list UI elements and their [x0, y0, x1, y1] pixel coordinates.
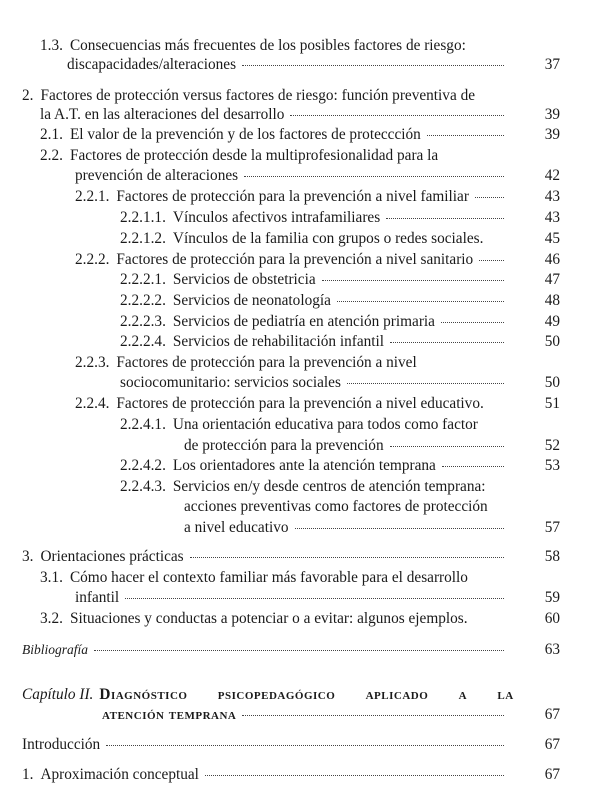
toc-entry-2-2-2-4: [120, 332, 510, 351]
entry-title: Bibliografía: [22, 642, 89, 657]
entry-number: 3.1.: [40, 569, 63, 586]
entry-title: Vínculos afectivos intrafamiliares: [172, 209, 381, 226]
page-number: 60: [544, 610, 560, 627]
toc-entry-2-line1: [22, 86, 510, 105]
toc-entry-bibliografia: [22, 640, 510, 659]
toc-chapter-2-line2: [102, 705, 510, 724]
entry-title: Factores de protección para la prevención a nivel familiar: [116, 188, 469, 205]
toc-entry-3-1-line1: [40, 568, 510, 587]
toc-entry-introduccion: [22, 735, 510, 754]
toc-entry-2-2-1: [75, 187, 510, 206]
dot-leader: [242, 65, 504, 66]
toc-entry-2-2-2-2: [120, 291, 510, 310]
page-number: 53: [544, 457, 560, 474]
toc-entry-1: [22, 765, 510, 784]
chapter-title-cont: atención temprana: [102, 706, 237, 723]
toc-entry-2-2-2: [75, 250, 510, 269]
toc-entry-2-2-4-2: [120, 456, 510, 475]
entry-title-cont: a nivel educativo: [184, 519, 289, 536]
entry-title-cont: acciones preventivas como factores de protección: [184, 498, 488, 515]
page-number: 52: [544, 437, 560, 454]
entry-title: Los orientadores ante la atención temprana: [172, 457, 436, 474]
toc-entry-3-1-line2: [75, 588, 510, 607]
chapter-label: Capítulo II.: [22, 686, 94, 703]
dot-leader: [125, 598, 504, 599]
page-number: 46: [544, 251, 560, 268]
entry-title: El valor de la prevención y de los factores de proteccción: [69, 126, 421, 143]
entry-title: Servicios de obstetricia: [172, 271, 316, 288]
dot-leader: [190, 557, 504, 558]
dot-leader: [244, 176, 504, 177]
entry-number: 2.2.4.: [75, 395, 110, 412]
entry-title-cont: prevención de alteraciones: [75, 167, 239, 184]
entry-title-cont: de protección para la prevención: [184, 437, 384, 454]
entry-title: Aproximación conceptual: [40, 766, 199, 783]
entry-number: 2.2.2.1.: [120, 271, 166, 288]
page-number: 67: [544, 766, 560, 783]
page-number: 48: [544, 292, 560, 309]
entry-number: 2.: [22, 87, 34, 104]
dot-leader: [347, 383, 504, 384]
dot-leader: [441, 322, 504, 323]
entry-number: 2.2.: [40, 147, 63, 164]
entry-number: 2.2.2.3.: [120, 313, 166, 330]
page-number: 63: [544, 641, 560, 658]
entry-number: 1.3.: [40, 37, 63, 54]
entry-title: Cómo hacer el contexto familiar más favorable para el desarrollo: [69, 569, 468, 586]
dot-leader: [442, 466, 504, 467]
dot-leader: [386, 218, 504, 219]
toc-entry-2-2-4-3-line3: [184, 518, 510, 537]
entry-title: Factores de protección para la prevención a nivel: [116, 354, 417, 371]
toc-entry-1-3-line1: [40, 36, 510, 55]
page-number: 67: [544, 706, 560, 723]
entry-number: 2.1.: [40, 126, 63, 143]
entry-title: Servicios de rehabilitación infantil: [172, 333, 385, 350]
toc-entry-2-2-4-3-line1: [120, 477, 510, 496]
entry-number: 3.2.: [40, 610, 63, 627]
entry-title: Una orientación educativa para todos como factor: [172, 416, 478, 433]
entry-title: Factores de protección para la prevención a nivel sanitario: [116, 251, 474, 268]
entry-number: 2.2.1.2.: [120, 230, 166, 247]
toc-entry-2-2-3-line2: [120, 373, 510, 392]
page-number: 58: [544, 548, 560, 565]
page-number: 43: [544, 209, 560, 226]
toc-entry-2-2-1-2: [120, 229, 510, 248]
dot-leader: [322, 280, 504, 281]
page-number: 49: [544, 313, 560, 330]
entry-title-cont: discapacidades/alteraciones: [67, 56, 237, 73]
toc-entry-2-2-3-line1: [75, 353, 510, 372]
entry-title-cont: infantil: [75, 589, 120, 606]
toc-entry-2-1: [40, 125, 510, 144]
entry-title: Situaciones y conductas a potenciar o a evitar: algunos ejemplos.: [69, 610, 468, 627]
dot-leader: [290, 115, 504, 116]
entry-number: 3.: [22, 548, 34, 565]
dot-leader: [205, 775, 504, 776]
page-number: 50: [544, 374, 560, 391]
entry-number: 2.2.4.3.: [120, 478, 166, 495]
dot-leader: [427, 135, 504, 136]
page-number: 50: [544, 333, 560, 350]
chapter-title: Diagnóstico psicopedagógico aplicado a la: [99, 686, 514, 703]
page-number: 59: [544, 589, 560, 606]
entry-title: Orientaciones prácticas: [40, 548, 184, 565]
page-number: 37: [544, 56, 560, 73]
toc-entry-2-2-4: [75, 394, 510, 413]
page-number: 45: [544, 230, 560, 247]
dot-leader: [390, 446, 504, 447]
toc-entry-2-2-2-3: [120, 312, 510, 331]
entry-number: 2.2.2.4.: [120, 333, 166, 350]
toc-entry-2-2-4-1-line2: [184, 436, 510, 455]
entry-title: Factores de protección desde la multiprofesionalidad para la: [69, 147, 439, 164]
entry-title-cont: sociocomunitario: servicios sociales: [120, 374, 341, 391]
toc-entry-2-line2: [40, 105, 510, 124]
toc-entry-3: [22, 547, 510, 566]
dot-leader: [94, 650, 504, 651]
page-number: 39: [544, 106, 560, 123]
toc-entry-2-2-4-1-line1: [120, 415, 510, 434]
dot-leader: [106, 745, 504, 746]
page-number: 42: [544, 167, 560, 184]
page-number: 43: [544, 188, 560, 205]
toc-entry-2-2-1-1: [120, 208, 510, 227]
dot-leader: [295, 528, 505, 529]
page-number: 67: [544, 736, 560, 753]
entry-number: 2.2.1.1.: [120, 209, 166, 226]
dot-leader: [337, 301, 504, 302]
entry-title: Servicios de neonatología: [172, 292, 331, 309]
toc-entry-2-2-line1: [40, 146, 510, 165]
toc-entry-2-2-4-3-line2: [184, 497, 510, 516]
dot-leader: [475, 197, 504, 198]
toc-entry-3-2: [40, 609, 510, 628]
entry-title: Vínculos de la familia con grupos o redes sociales.: [172, 230, 484, 247]
page-number: 39: [544, 126, 560, 143]
entry-title: Servicios de pediatría en atención primaria: [172, 313, 435, 330]
entry-number: 2.2.1.: [75, 188, 110, 205]
toc-entry-1-3-line2: [67, 55, 510, 74]
page-number: 47: [544, 271, 560, 288]
toc-entry-2-2-line2: [75, 166, 510, 185]
toc-entry-2-2-2-1: [120, 270, 510, 289]
toc-chapter-2-line1: [22, 685, 514, 704]
dot-leader: [242, 715, 504, 716]
entry-number: 1.: [22, 766, 34, 783]
entry-number: 2.2.2.: [75, 251, 110, 268]
entry-number: 2.2.2.2.: [120, 292, 166, 309]
entry-number: 2.2.3.: [75, 354, 110, 371]
entry-title: Introducción: [22, 736, 101, 753]
entry-title-cont: la A.T. en las alteraciones del desarrollo: [40, 106, 285, 123]
dot-leader: [390, 342, 504, 343]
entry-title: Consecuencias más frecuentes de los posibles factores de riesgo:: [69, 37, 466, 54]
entry-title: Servicios en/y desde centros de atención temprana:: [172, 478, 486, 495]
entry-title: Factores de protección versus factores de riesgo: función preventiva de: [40, 87, 476, 104]
entry-number: 2.2.4.1.: [120, 416, 166, 433]
entry-number: 2.2.4.2.: [120, 457, 166, 474]
dot-leader: [479, 260, 504, 261]
page-number: 57: [544, 519, 560, 536]
page-number: 51: [544, 395, 560, 412]
entry-title: Factores de protección para la prevención a nivel educativo.: [116, 395, 484, 412]
